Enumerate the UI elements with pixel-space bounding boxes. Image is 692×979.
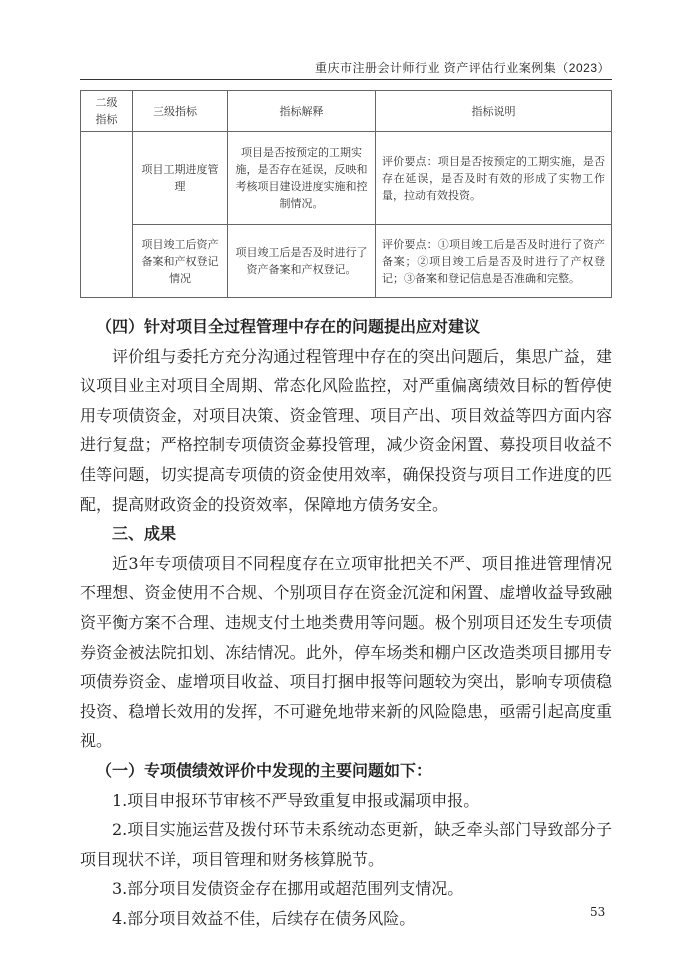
list-item: 2.项目实施运营及拨付环节未系统动态更新，缺乏牵头部门导致部分子项目现状不详，项目管理和财务核算脱节。 <box>80 820 612 869</box>
subheading-1: （一）专项债绩效评价中发现的主要问题如下： <box>96 760 433 780</box>
col-header-level3: 三级指标 <box>133 91 228 132</box>
subheading-4: （四）针对项目全过程管理中存在的问题提出应对建议 <box>96 317 481 336</box>
body-text <box>80 312 612 933</box>
page-number: 53 <box>590 905 606 919</box>
list-item: 3.部分项目发债资金存在挪用或超范围列支情况。 <box>112 879 464 899</box>
level3-cell: 项目工期进度管理 <box>133 132 228 225</box>
header-rule <box>80 79 612 80</box>
level3-cell: 项目竣工后资产备案和产权登记情况 <box>133 225 228 298</box>
list-item: 1.项目申报环节审核不严导致重复申报或漏项申报。 <box>112 790 480 810</box>
col-header-explanation: 指标解释 <box>228 91 376 132</box>
table-row <box>81 225 612 298</box>
col-header-note: 指标说明 <box>376 91 612 132</box>
table-row <box>81 132 612 225</box>
note-cell: 评价要点：①项目竣工后是否及时进行了资产备案；②项目竣工后是否及时进行了产权登记；③备案和登记信息是否准确和完整。 <box>376 225 612 298</box>
paragraph: 评价组与委托方充分沟通过程管理中存在的突出问题后，集思广益，建议项目业主对项目全周期、常态化风险监控，对严重偏离绩效目标的暂停使用专项债资金，对项目决策、资金管理、项目产出、项目效益等四方面内容进行复盘；严格控制专项债资金募投管理，减少资金闲置、募投项目收益不佳等问题，切实提高专项债的资金使用效率，确保投资与项目工作进度的匹配，提高财政资金的投资效率，保障地方债务安全。 <box>80 346 612 514</box>
paragraph: 近3年专项债项目不同程度存在立项审批把关不严、项目推进管理情况不理想、资金使用不合规、个别项目存在资金沉淀和闲置、虚增收益导致融资平衡方案不合理、违规支付土地类费用等问题。极个别项目还发生专项债券资金被法院扣划、冻结情况。此外，停车场类和棚户区改造类项目挪用专项债券资金、虚增项目收益、项目打捆申报等问题较为突出，影响专项债稳投资、稳增长效用的发挥，不可避免地带来新的风险隐患，亟需引起高度重视。 <box>80 553 612 751</box>
indicator-table <box>80 90 612 298</box>
col-header-level2: 二级 指标 <box>81 91 133 132</box>
list-item: 4.部分项目效益不佳，后续存在债务风险。 <box>112 908 416 928</box>
explanation-cell: 项目是否按预定的工期实施，是否存在延误，反映和考核项目建设进度实施和控制情况。 <box>228 132 376 225</box>
running-head: 重庆市注册会计师行业 资产评估行业案例集（2023） <box>314 61 610 75</box>
explanation-cell: 项目竣工后是否及时进行了资产备案和产权登记。 <box>228 225 376 298</box>
note-cell: 评价要点：项目是否按预定的工期实施，是否存在延误，是否及时有效的形成了实物工作量，拉动有效投资。 <box>376 132 612 225</box>
level2-cell <box>81 132 133 298</box>
table-header-row <box>81 91 612 132</box>
section-heading: 三、成果 <box>112 524 177 544</box>
